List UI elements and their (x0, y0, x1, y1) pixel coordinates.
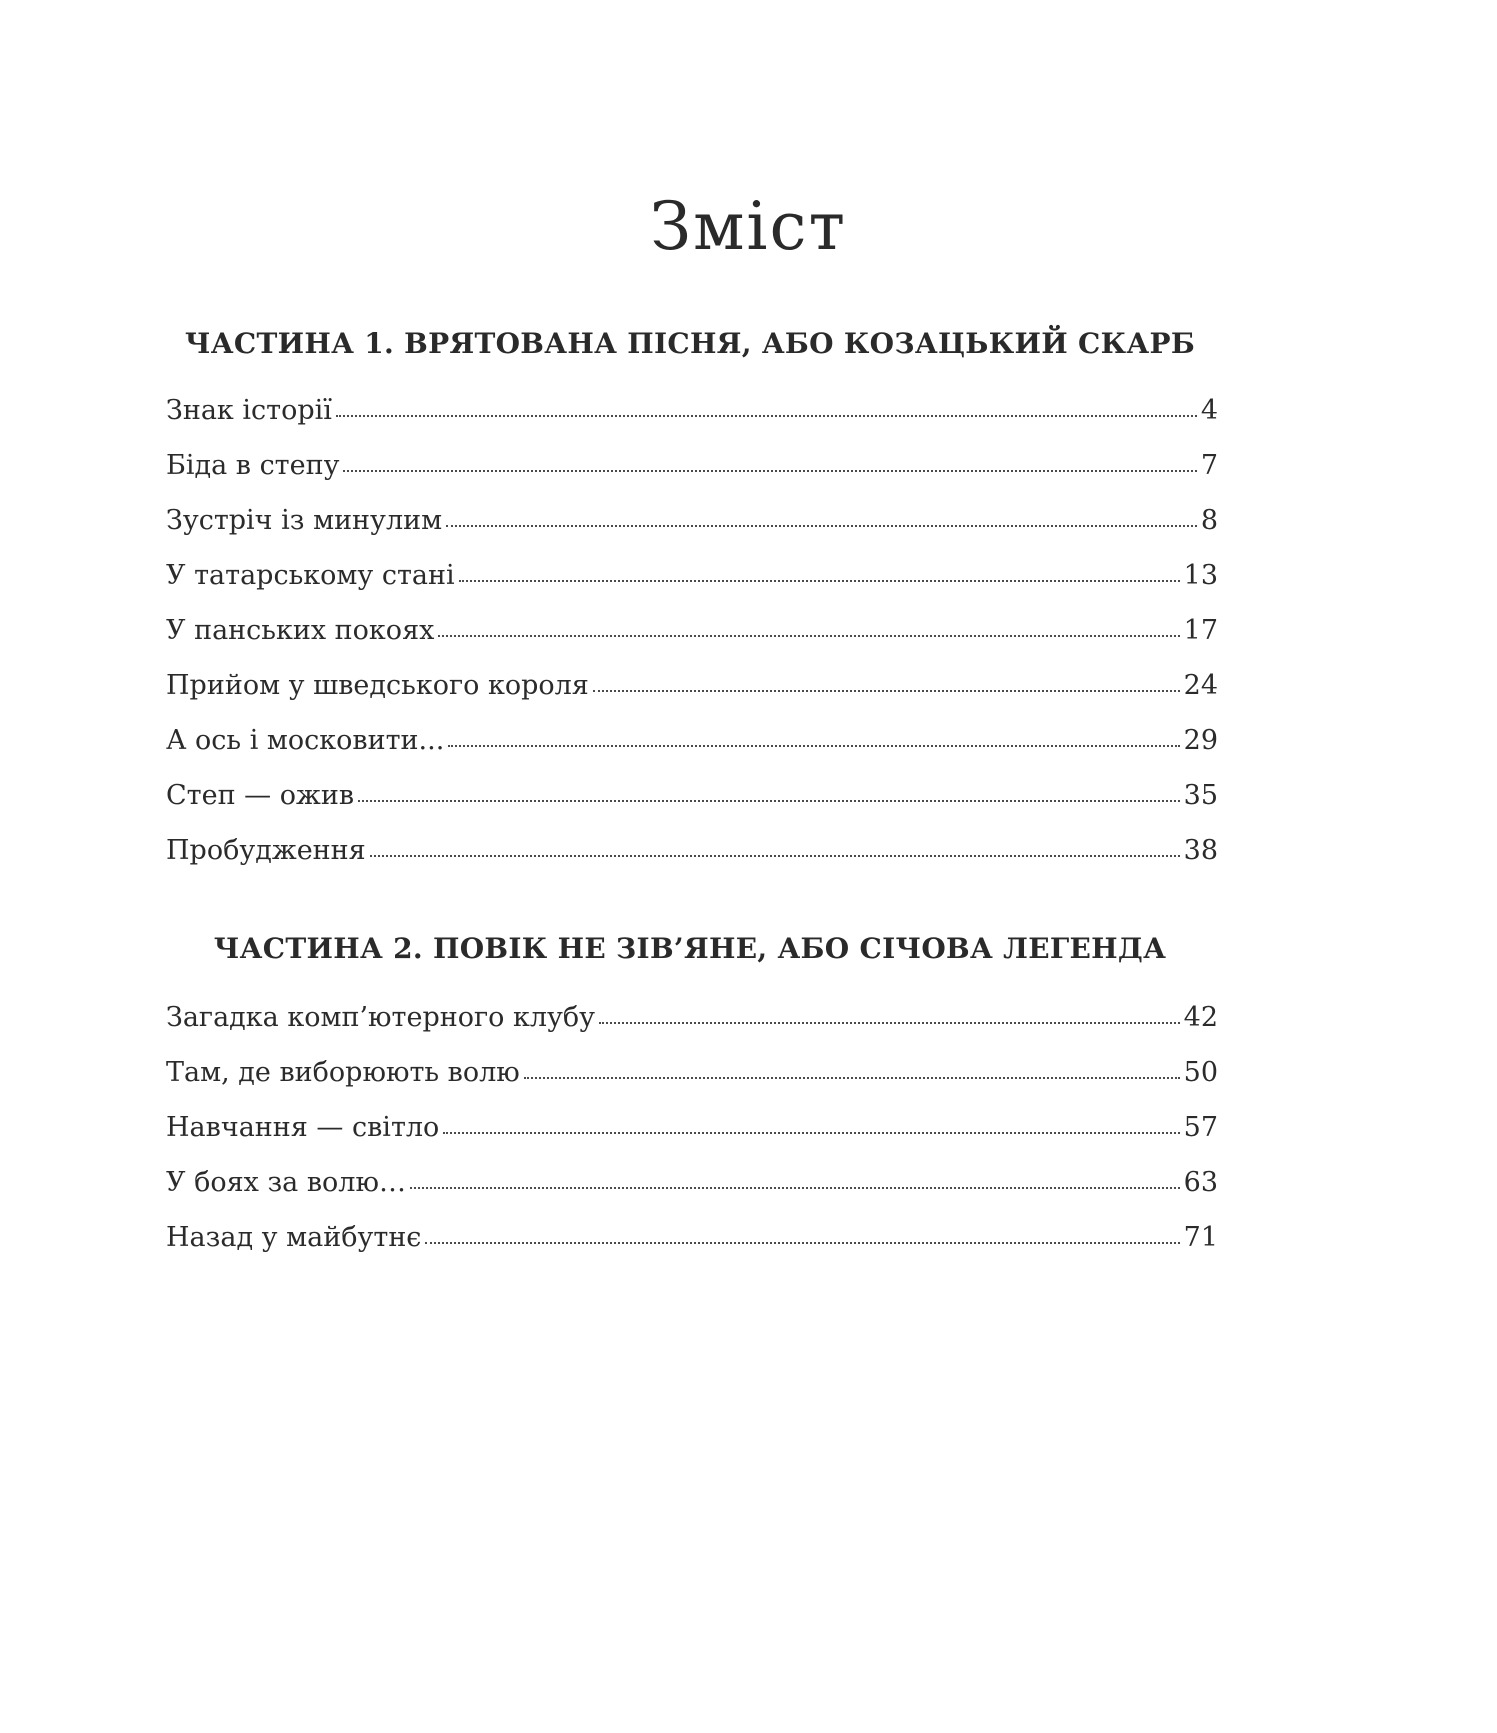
toc-entry-title: Загадка комп’ютерного клубу (166, 1002, 596, 1033)
toc-entry-page: 57 (1183, 1112, 1218, 1143)
toc-entry-title: Біда в степу (166, 450, 340, 481)
toc-entry-page: 24 (1183, 670, 1218, 701)
toc-entry-title: У панських покоях (166, 615, 435, 646)
dot-leader (459, 579, 1180, 582)
toc-entry-title: У татарському стані (166, 560, 455, 591)
dot-leader (448, 744, 1179, 747)
toc-entry-title: Назад у майбутнє (166, 1222, 422, 1253)
toc-entry-page: 7 (1200, 450, 1218, 481)
toc-entry-page: 13 (1183, 560, 1218, 591)
dot-leader (410, 1186, 1180, 1189)
toc-entry-title: Зустріч із минулим (166, 505, 443, 536)
toc-entry[interactable] (166, 397, 1218, 452)
part-2-toc-list (166, 1004, 1218, 1279)
dot-leader (599, 1021, 1180, 1024)
toc-entry-page: 38 (1183, 835, 1218, 866)
toc-entry-page: 35 (1183, 780, 1218, 811)
page-title: Зміст (649, 188, 848, 266)
toc-entry[interactable] (166, 1004, 1218, 1059)
toc-entry-title: Навчання — світло (166, 1112, 440, 1143)
toc-entry-title: Прийом у шведського короля (166, 670, 589, 701)
toc-entry-page: 50 (1183, 1057, 1218, 1088)
toc-entry-title: Знак історії (166, 395, 332, 426)
toc-entry[interactable] (166, 672, 1218, 727)
toc-entry-title: Там, де виборюють волю (166, 1057, 520, 1088)
toc-entry-title: Степ — ожив (166, 780, 355, 811)
dot-leader (446, 524, 1197, 527)
toc-entry-title: Пробудження (166, 835, 366, 866)
dot-leader (343, 469, 1196, 472)
dot-leader (524, 1076, 1180, 1079)
dot-leader (443, 1131, 1179, 1134)
dot-leader (336, 414, 1197, 417)
toc-entry-title: У боях за волю… (166, 1167, 406, 1198)
dot-leader (438, 634, 1179, 637)
toc-entry[interactable] (166, 617, 1218, 672)
toc-entry[interactable] (166, 562, 1218, 617)
toc-entry[interactable] (166, 1224, 1218, 1279)
part-1-toc-list (166, 397, 1218, 892)
toc-entry[interactable] (166, 1114, 1218, 1169)
toc-entry-title: А ось і московити... (166, 725, 445, 756)
toc-entry[interactable] (166, 782, 1218, 837)
toc-entry-page: 42 (1183, 1002, 1218, 1033)
toc-entry-page: 4 (1200, 395, 1218, 426)
toc-entry[interactable] (166, 1169, 1218, 1224)
toc-entry[interactable] (166, 507, 1218, 562)
toc-entry[interactable] (166, 727, 1218, 782)
toc-entry-page: 71 (1183, 1222, 1218, 1253)
toc-entry-page: 17 (1183, 615, 1218, 646)
toc-entry[interactable] (166, 1059, 1218, 1114)
dot-leader (370, 854, 1180, 857)
toc-entry[interactable] (166, 452, 1218, 507)
toc-entry-page: 29 (1183, 725, 1218, 756)
part-2-heading: ЧАСТИНА 2. ПОВІК НЕ ЗІВ’ЯНЕ, АБО СІЧОВА ЛЕГЕНДА (213, 932, 1167, 965)
dot-leader (425, 1241, 1179, 1244)
dot-leader (358, 799, 1180, 802)
part-1-heading: ЧАСТИНА 1. ВРЯТОВАНА ПІСНЯ, АБО КОЗАЦЬКИЙ СКАРБ (184, 327, 1196, 360)
toc-entry[interactable] (166, 837, 1218, 892)
toc-entry-page: 63 (1183, 1167, 1218, 1198)
toc-entry-page: 8 (1200, 505, 1218, 536)
dot-leader (593, 689, 1180, 692)
